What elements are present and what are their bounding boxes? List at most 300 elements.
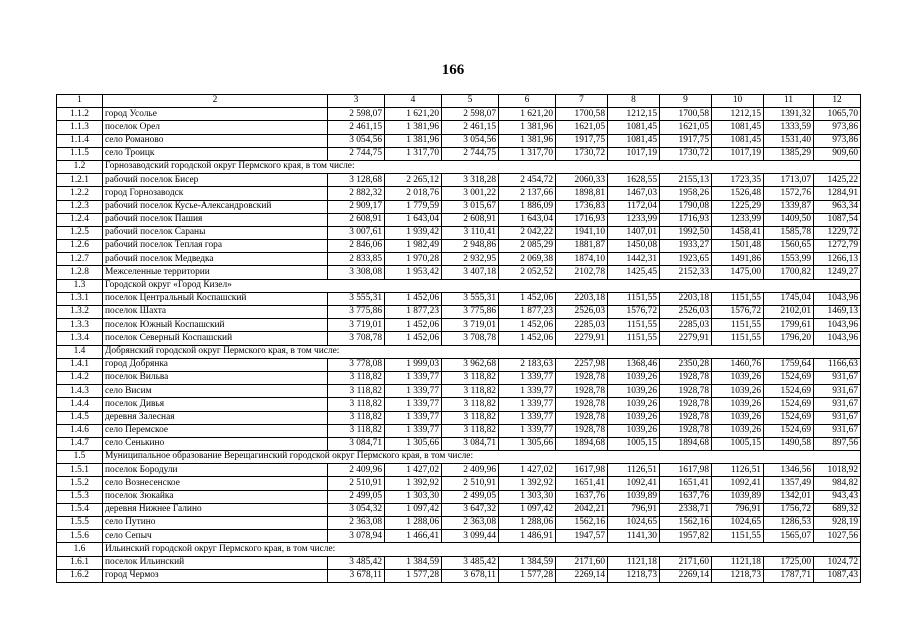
row-code: 1.5.1 bbox=[57, 464, 103, 477]
value-cell: 1024,65 bbox=[608, 517, 660, 530]
value-cell: 1928,78 bbox=[660, 411, 712, 424]
value-cell: 3 485,42 bbox=[328, 556, 385, 569]
header-cell: 11 bbox=[764, 95, 814, 108]
value-cell: 3 118,82 bbox=[442, 385, 499, 398]
settlement-name: село Сенькино bbox=[103, 437, 328, 450]
value-cell: 1585,78 bbox=[764, 226, 814, 239]
value-cell: 1 452,06 bbox=[499, 332, 556, 345]
value-cell: 909,60 bbox=[814, 147, 861, 160]
value-cell: 1 982,49 bbox=[385, 240, 442, 253]
table-row bbox=[57, 147, 861, 160]
value-cell: 1039,26 bbox=[712, 398, 764, 411]
value-cell: 3 118,82 bbox=[442, 371, 499, 384]
value-cell: 1272,79 bbox=[814, 240, 861, 253]
table-row bbox=[57, 200, 861, 213]
value-cell: 2 137,66 bbox=[499, 187, 556, 200]
value-cell: 3 647,32 bbox=[442, 503, 499, 516]
value-cell: 1126,51 bbox=[608, 464, 660, 477]
table-row bbox=[57, 503, 861, 516]
value-cell: 1490,58 bbox=[764, 437, 814, 450]
value-cell: 1928,78 bbox=[556, 398, 608, 411]
value-cell: 2285,03 bbox=[556, 319, 608, 332]
value-cell: 2 833,85 bbox=[328, 253, 385, 266]
value-cell: 1212,15 bbox=[608, 108, 660, 121]
value-cell: 1233,99 bbox=[712, 213, 764, 226]
value-cell: 1039,26 bbox=[608, 385, 660, 398]
value-cell: 1087,54 bbox=[814, 213, 861, 226]
settlement-name: поселок Вильва bbox=[103, 371, 328, 384]
section-row bbox=[57, 345, 861, 358]
value-cell: 3 118,82 bbox=[328, 398, 385, 411]
value-cell: 1928,78 bbox=[660, 398, 712, 411]
value-cell: 1442,31 bbox=[608, 253, 660, 266]
value-cell: 1 953,42 bbox=[385, 266, 442, 279]
value-cell: 1894,68 bbox=[660, 437, 712, 450]
value-cell: 1 381,96 bbox=[499, 121, 556, 134]
value-cell: 2338,71 bbox=[660, 503, 712, 516]
value-cell: 3 962,68 bbox=[442, 358, 499, 371]
value-cell: 2269,14 bbox=[660, 569, 712, 582]
value-cell: 1651,41 bbox=[660, 477, 712, 490]
header-cell: 5 bbox=[442, 95, 499, 108]
value-cell: 3 118,82 bbox=[442, 424, 499, 437]
value-cell: 2 265,12 bbox=[385, 174, 442, 187]
table-row bbox=[57, 108, 861, 121]
value-cell: 1286,53 bbox=[764, 517, 814, 530]
value-cell: 1 466,41 bbox=[385, 530, 442, 543]
row-code: 1.4.4 bbox=[57, 398, 103, 411]
value-cell: 1621,05 bbox=[556, 121, 608, 134]
settlement-name: поселок Бородули bbox=[103, 464, 328, 477]
table-row bbox=[57, 306, 861, 319]
value-cell: 1756,72 bbox=[764, 503, 814, 516]
value-cell: 3 084,71 bbox=[442, 437, 499, 450]
value-cell: 1 339,77 bbox=[499, 411, 556, 424]
value-cell: 3 485,42 bbox=[442, 556, 499, 569]
settlement-name: деревня Залесная bbox=[103, 411, 328, 424]
settlement-name: рабочий поселок Медведка bbox=[103, 253, 328, 266]
section-row bbox=[57, 451, 861, 464]
settlement-name: поселок Северный Коспашский bbox=[103, 332, 328, 345]
table-row bbox=[57, 121, 861, 134]
value-cell: 1 577,28 bbox=[385, 569, 442, 582]
section-code: 1.6 bbox=[57, 543, 103, 556]
value-cell: 1799,61 bbox=[764, 319, 814, 332]
value-cell: 2 409,96 bbox=[328, 464, 385, 477]
value-cell: 1617,98 bbox=[556, 464, 608, 477]
value-cell: 2 608,91 bbox=[328, 213, 385, 226]
value-cell: 2 363,08 bbox=[328, 517, 385, 530]
value-cell: 1407,01 bbox=[608, 226, 660, 239]
row-code: 1.2.5 bbox=[57, 226, 103, 239]
value-cell: 1 392,92 bbox=[499, 477, 556, 490]
value-cell: 1917,75 bbox=[556, 134, 608, 147]
value-cell: 1 384,59 bbox=[499, 556, 556, 569]
value-cell: 2102,01 bbox=[764, 306, 814, 319]
table-row bbox=[57, 517, 861, 530]
value-cell: 1 381,96 bbox=[385, 121, 442, 134]
value-cell: 1 999,03 bbox=[385, 358, 442, 371]
value-cell: 1151,55 bbox=[608, 292, 660, 305]
value-cell: 1576,72 bbox=[712, 306, 764, 319]
value-cell: 2 744,75 bbox=[328, 147, 385, 160]
table-row bbox=[57, 411, 861, 424]
value-cell: 3 099,44 bbox=[442, 530, 499, 543]
row-code: 1.2.1 bbox=[57, 174, 103, 187]
row-code: 1.5.6 bbox=[57, 530, 103, 543]
value-cell: 1 643,04 bbox=[385, 213, 442, 226]
value-cell: 1 381,96 bbox=[499, 134, 556, 147]
value-cell: 2042,21 bbox=[556, 503, 608, 516]
settlement-name: село Романово bbox=[103, 134, 328, 147]
value-cell: 1491,86 bbox=[712, 253, 764, 266]
row-code: 1.3.4 bbox=[57, 332, 103, 345]
value-cell: 1565,07 bbox=[764, 530, 814, 543]
value-cell: 1 305,66 bbox=[499, 437, 556, 450]
value-cell: 1928,78 bbox=[660, 371, 712, 384]
settlement-name: поселок Дивья bbox=[103, 398, 328, 411]
header-cell: 4 bbox=[385, 95, 442, 108]
value-cell: 1560,65 bbox=[764, 240, 814, 253]
section-title: Горнозаводский городской округ Пермского края, в том числе: bbox=[103, 160, 861, 173]
value-cell: 1917,75 bbox=[660, 134, 712, 147]
value-cell: 2 598,07 bbox=[442, 108, 499, 121]
value-cell: 931,67 bbox=[814, 411, 861, 424]
value-cell: 1524,69 bbox=[764, 385, 814, 398]
value-cell: 2 052,52 bbox=[499, 266, 556, 279]
value-cell: 1 452,06 bbox=[385, 292, 442, 305]
value-cell: 1 621,20 bbox=[385, 108, 442, 121]
value-cell: 2 510,91 bbox=[442, 477, 499, 490]
value-cell: 1225,29 bbox=[712, 200, 764, 213]
table-row bbox=[57, 371, 861, 384]
section-row bbox=[57, 160, 861, 173]
settlement-name: поселок Зюкайка bbox=[103, 490, 328, 503]
value-cell: 1039,26 bbox=[712, 371, 764, 384]
table-row bbox=[57, 358, 861, 371]
value-cell: 1 317,70 bbox=[499, 147, 556, 160]
table-row bbox=[57, 490, 861, 503]
value-cell: 2171,60 bbox=[660, 556, 712, 569]
value-cell: 931,67 bbox=[814, 385, 861, 398]
value-cell: 943,43 bbox=[814, 490, 861, 503]
value-cell: 2350,28 bbox=[660, 358, 712, 371]
settlement-name: город Усолье bbox=[103, 108, 328, 121]
table-row bbox=[57, 134, 861, 147]
table-row bbox=[57, 398, 861, 411]
value-cell: 1628,55 bbox=[608, 174, 660, 187]
row-code: 1.3.1 bbox=[57, 292, 103, 305]
row-code: 1.2.6 bbox=[57, 240, 103, 253]
value-cell: 3 555,31 bbox=[442, 292, 499, 305]
value-cell: 3 054,32 bbox=[328, 503, 385, 516]
value-cell: 1 288,06 bbox=[385, 517, 442, 530]
value-cell: 1017,19 bbox=[712, 147, 764, 160]
value-cell: 2203,18 bbox=[556, 292, 608, 305]
settlement-name: деревня Нижнее Галино bbox=[103, 503, 328, 516]
settlement-name: город Чермоз bbox=[103, 569, 328, 582]
value-cell: 1467,03 bbox=[608, 187, 660, 200]
table-row bbox=[57, 292, 861, 305]
value-cell: 1458,41 bbox=[712, 226, 764, 239]
row-code: 1.6.1 bbox=[57, 556, 103, 569]
value-cell: 1039,26 bbox=[712, 385, 764, 398]
table-row bbox=[57, 530, 861, 543]
value-cell: 973,86 bbox=[814, 134, 861, 147]
settlement-name: поселок Ильинский bbox=[103, 556, 328, 569]
header-cell: 8 bbox=[608, 95, 660, 108]
value-cell: 3 001,22 bbox=[442, 187, 499, 200]
value-cell: 3 078,94 bbox=[328, 530, 385, 543]
value-cell: 1562,16 bbox=[556, 517, 608, 530]
value-cell: 931,67 bbox=[814, 398, 861, 411]
settlement-name: поселок Орел bbox=[103, 121, 328, 134]
row-code: 1.1.3 bbox=[57, 121, 103, 134]
value-cell: 1126,51 bbox=[712, 464, 764, 477]
section-row bbox=[57, 543, 861, 556]
value-cell: 2 598,07 bbox=[328, 108, 385, 121]
value-cell: 1233,99 bbox=[608, 213, 660, 226]
value-cell: 1039,26 bbox=[712, 411, 764, 424]
value-cell: 1 877,23 bbox=[385, 306, 442, 319]
row-code: 1.2.4 bbox=[57, 213, 103, 226]
value-cell: 3 778,08 bbox=[328, 358, 385, 371]
settlement-name: село Перемское bbox=[103, 424, 328, 437]
value-cell: 1218,73 bbox=[712, 569, 764, 582]
value-cell: 3 719,01 bbox=[328, 319, 385, 332]
row-code: 1.4.3 bbox=[57, 385, 103, 398]
row-code: 1.4.6 bbox=[57, 424, 103, 437]
value-cell: 3 054,56 bbox=[328, 134, 385, 147]
value-cell: 1039,89 bbox=[712, 490, 764, 503]
value-cell: 1151,55 bbox=[712, 530, 764, 543]
value-cell: 1151,55 bbox=[608, 319, 660, 332]
value-cell: 1700,82 bbox=[764, 266, 814, 279]
value-cell: 1 939,42 bbox=[385, 226, 442, 239]
value-cell: 1249,27 bbox=[814, 266, 861, 279]
settlement-name: село Висим bbox=[103, 385, 328, 398]
value-cell: 2 069,38 bbox=[499, 253, 556, 266]
value-cell: 1 643,04 bbox=[499, 213, 556, 226]
value-cell: 2 183,63 bbox=[499, 358, 556, 371]
value-cell: 1024,72 bbox=[814, 556, 861, 569]
header-cell: 9 bbox=[660, 95, 712, 108]
value-cell: 1017,19 bbox=[608, 147, 660, 160]
value-cell: 2 608,91 bbox=[442, 213, 499, 226]
value-cell: 1039,26 bbox=[608, 398, 660, 411]
section-row bbox=[57, 279, 861, 292]
header-cell: 6 bbox=[499, 95, 556, 108]
value-cell: 3 555,31 bbox=[328, 292, 385, 305]
table-row bbox=[57, 385, 861, 398]
value-cell: 1787,71 bbox=[764, 569, 814, 582]
value-cell: 1039,26 bbox=[712, 424, 764, 437]
value-cell: 2279,91 bbox=[660, 332, 712, 345]
row-code: 1.1.5 bbox=[57, 147, 103, 160]
value-cell: 3 128,68 bbox=[328, 174, 385, 187]
value-cell: 1524,69 bbox=[764, 398, 814, 411]
value-cell: 1716,93 bbox=[660, 213, 712, 226]
row-code: 1.2.2 bbox=[57, 187, 103, 200]
value-cell: 1039,26 bbox=[608, 424, 660, 437]
value-cell: 897,56 bbox=[814, 437, 861, 450]
settlement-name: село Путино bbox=[103, 517, 328, 530]
value-cell: 3 407,18 bbox=[442, 266, 499, 279]
value-cell: 1928,78 bbox=[660, 424, 712, 437]
value-cell: 1 452,06 bbox=[499, 319, 556, 332]
value-cell: 1 339,77 bbox=[385, 411, 442, 424]
value-cell: 1 381,96 bbox=[385, 134, 442, 147]
value-cell: 1 779,59 bbox=[385, 200, 442, 213]
settlement-name: село Сепыч bbox=[103, 530, 328, 543]
value-cell: 1218,73 bbox=[608, 569, 660, 582]
row-code: 1.5.5 bbox=[57, 517, 103, 530]
settlement-name: поселок Шахта bbox=[103, 306, 328, 319]
value-cell: 2203,18 bbox=[660, 292, 712, 305]
value-cell: 1065,70 bbox=[814, 108, 861, 121]
value-cell: 1 097,42 bbox=[385, 503, 442, 516]
value-cell: 1342,01 bbox=[764, 490, 814, 503]
value-cell: 1229,72 bbox=[814, 226, 861, 239]
value-cell: 2285,03 bbox=[660, 319, 712, 332]
value-cell: 1 317,70 bbox=[385, 147, 442, 160]
table-row bbox=[57, 464, 861, 477]
value-cell: 1475,00 bbox=[712, 266, 764, 279]
value-cell: 3 007,61 bbox=[328, 226, 385, 239]
value-cell: 2 882,32 bbox=[328, 187, 385, 200]
header-cell: 12 bbox=[814, 95, 861, 108]
value-cell: 1745,04 bbox=[764, 292, 814, 305]
value-cell: 1572,76 bbox=[764, 187, 814, 200]
value-cell: 931,67 bbox=[814, 371, 861, 384]
value-cell: 3 118,82 bbox=[328, 385, 385, 398]
value-cell: 3 118,82 bbox=[442, 411, 499, 424]
table-row bbox=[57, 253, 861, 266]
value-cell: 1 886,09 bbox=[499, 200, 556, 213]
section-title: Ильинский городской округ Пермского края, в том числе: bbox=[103, 543, 861, 556]
value-cell: 1553,99 bbox=[764, 253, 814, 266]
value-cell: 1 427,02 bbox=[385, 464, 442, 477]
value-cell: 3 054,56 bbox=[442, 134, 499, 147]
value-cell: 3 678,11 bbox=[328, 569, 385, 582]
value-cell: 1 288,06 bbox=[499, 517, 556, 530]
value-cell: 931,67 bbox=[814, 424, 861, 437]
value-cell: 3 308,08 bbox=[328, 266, 385, 279]
settlement-name: рабочий поселок Пашия bbox=[103, 213, 328, 226]
value-cell: 3 318,28 bbox=[442, 174, 499, 187]
value-cell: 1339,87 bbox=[764, 200, 814, 213]
value-cell: 796,91 bbox=[712, 503, 764, 516]
table-row bbox=[57, 213, 861, 226]
section-title: Городской округ «Город Кизел» bbox=[103, 279, 861, 292]
value-cell: 2 018,76 bbox=[385, 187, 442, 200]
value-cell: 1713,07 bbox=[764, 174, 814, 187]
value-cell: 1759,64 bbox=[764, 358, 814, 371]
row-code: 1.4.1 bbox=[57, 358, 103, 371]
value-cell: 1092,41 bbox=[712, 477, 764, 490]
value-cell: 1 877,23 bbox=[499, 306, 556, 319]
settlement-name: рабочий поселок Бисер bbox=[103, 174, 328, 187]
value-cell: 1039,26 bbox=[608, 371, 660, 384]
value-cell: 2526,03 bbox=[556, 306, 608, 319]
value-cell: 2279,91 bbox=[556, 332, 608, 345]
value-cell: 1790,08 bbox=[660, 200, 712, 213]
table-row bbox=[57, 332, 861, 345]
value-cell: 928,19 bbox=[814, 517, 861, 530]
section-code: 1.3 bbox=[57, 279, 103, 292]
value-cell: 1928,78 bbox=[556, 424, 608, 437]
value-cell: 1 577,28 bbox=[499, 569, 556, 582]
value-cell: 1881,87 bbox=[556, 240, 608, 253]
value-cell: 1 303,30 bbox=[385, 490, 442, 503]
value-cell: 1092,41 bbox=[608, 477, 660, 490]
value-cell: 1 339,77 bbox=[385, 398, 442, 411]
header-cell: 7 bbox=[556, 95, 608, 108]
value-cell: 1039,89 bbox=[608, 490, 660, 503]
value-cell: 1617,98 bbox=[660, 464, 712, 477]
settlement-name: рабочий поселок Кусье-Александровский bbox=[103, 200, 328, 213]
value-cell: 1151,55 bbox=[608, 332, 660, 345]
value-cell: 689,32 bbox=[814, 503, 861, 516]
table-row bbox=[57, 174, 861, 187]
value-cell: 1957,82 bbox=[660, 530, 712, 543]
table-row bbox=[57, 424, 861, 437]
value-cell: 1151,55 bbox=[712, 292, 764, 305]
value-cell: 1385,29 bbox=[764, 147, 814, 160]
value-cell: 1796,20 bbox=[764, 332, 814, 345]
value-cell: 1736,83 bbox=[556, 200, 608, 213]
settlement-name: Межселенные территории bbox=[103, 266, 328, 279]
value-cell: 2 461,15 bbox=[442, 121, 499, 134]
value-cell: 2 948,86 bbox=[442, 240, 499, 253]
value-cell: 1941,10 bbox=[556, 226, 608, 239]
value-cell: 1 452,06 bbox=[385, 332, 442, 345]
value-cell: 2 744,75 bbox=[442, 147, 499, 160]
value-cell: 1928,78 bbox=[660, 385, 712, 398]
value-cell: 2526,03 bbox=[660, 306, 712, 319]
value-cell: 3 708,78 bbox=[442, 332, 499, 345]
value-cell: 1621,05 bbox=[660, 121, 712, 134]
tariff-table bbox=[56, 94, 861, 583]
value-cell: 1 339,77 bbox=[499, 398, 556, 411]
value-cell: 2 499,05 bbox=[328, 490, 385, 503]
row-code: 1.2.7 bbox=[57, 253, 103, 266]
value-cell: 1874,10 bbox=[556, 253, 608, 266]
table-row bbox=[57, 266, 861, 279]
section-code: 1.2 bbox=[57, 160, 103, 173]
table-row bbox=[57, 240, 861, 253]
section-title: Добрянский городской округ Пермского края, в том числе: bbox=[103, 345, 861, 358]
row-code: 1.4.2 bbox=[57, 371, 103, 384]
value-cell: 1172,04 bbox=[608, 200, 660, 213]
value-cell: 1 097,42 bbox=[499, 503, 556, 516]
value-cell: 1469,13 bbox=[814, 306, 861, 319]
row-code: 1.1.4 bbox=[57, 134, 103, 147]
table-row bbox=[57, 556, 861, 569]
value-cell: 1391,32 bbox=[764, 108, 814, 121]
value-cell: 1 305,66 bbox=[385, 437, 442, 450]
value-cell: 1 339,77 bbox=[499, 385, 556, 398]
value-cell: 1992,50 bbox=[660, 226, 712, 239]
value-cell: 1087,43 bbox=[814, 569, 861, 582]
value-cell: 1898,81 bbox=[556, 187, 608, 200]
value-cell: 1151,55 bbox=[712, 319, 764, 332]
settlement-name: поселок Южный Коспашский bbox=[103, 319, 328, 332]
row-code: 1.5.2 bbox=[57, 477, 103, 490]
row-code: 1.4.5 bbox=[57, 411, 103, 424]
value-cell: 2 499,05 bbox=[442, 490, 499, 503]
value-cell: 3 118,82 bbox=[328, 424, 385, 437]
